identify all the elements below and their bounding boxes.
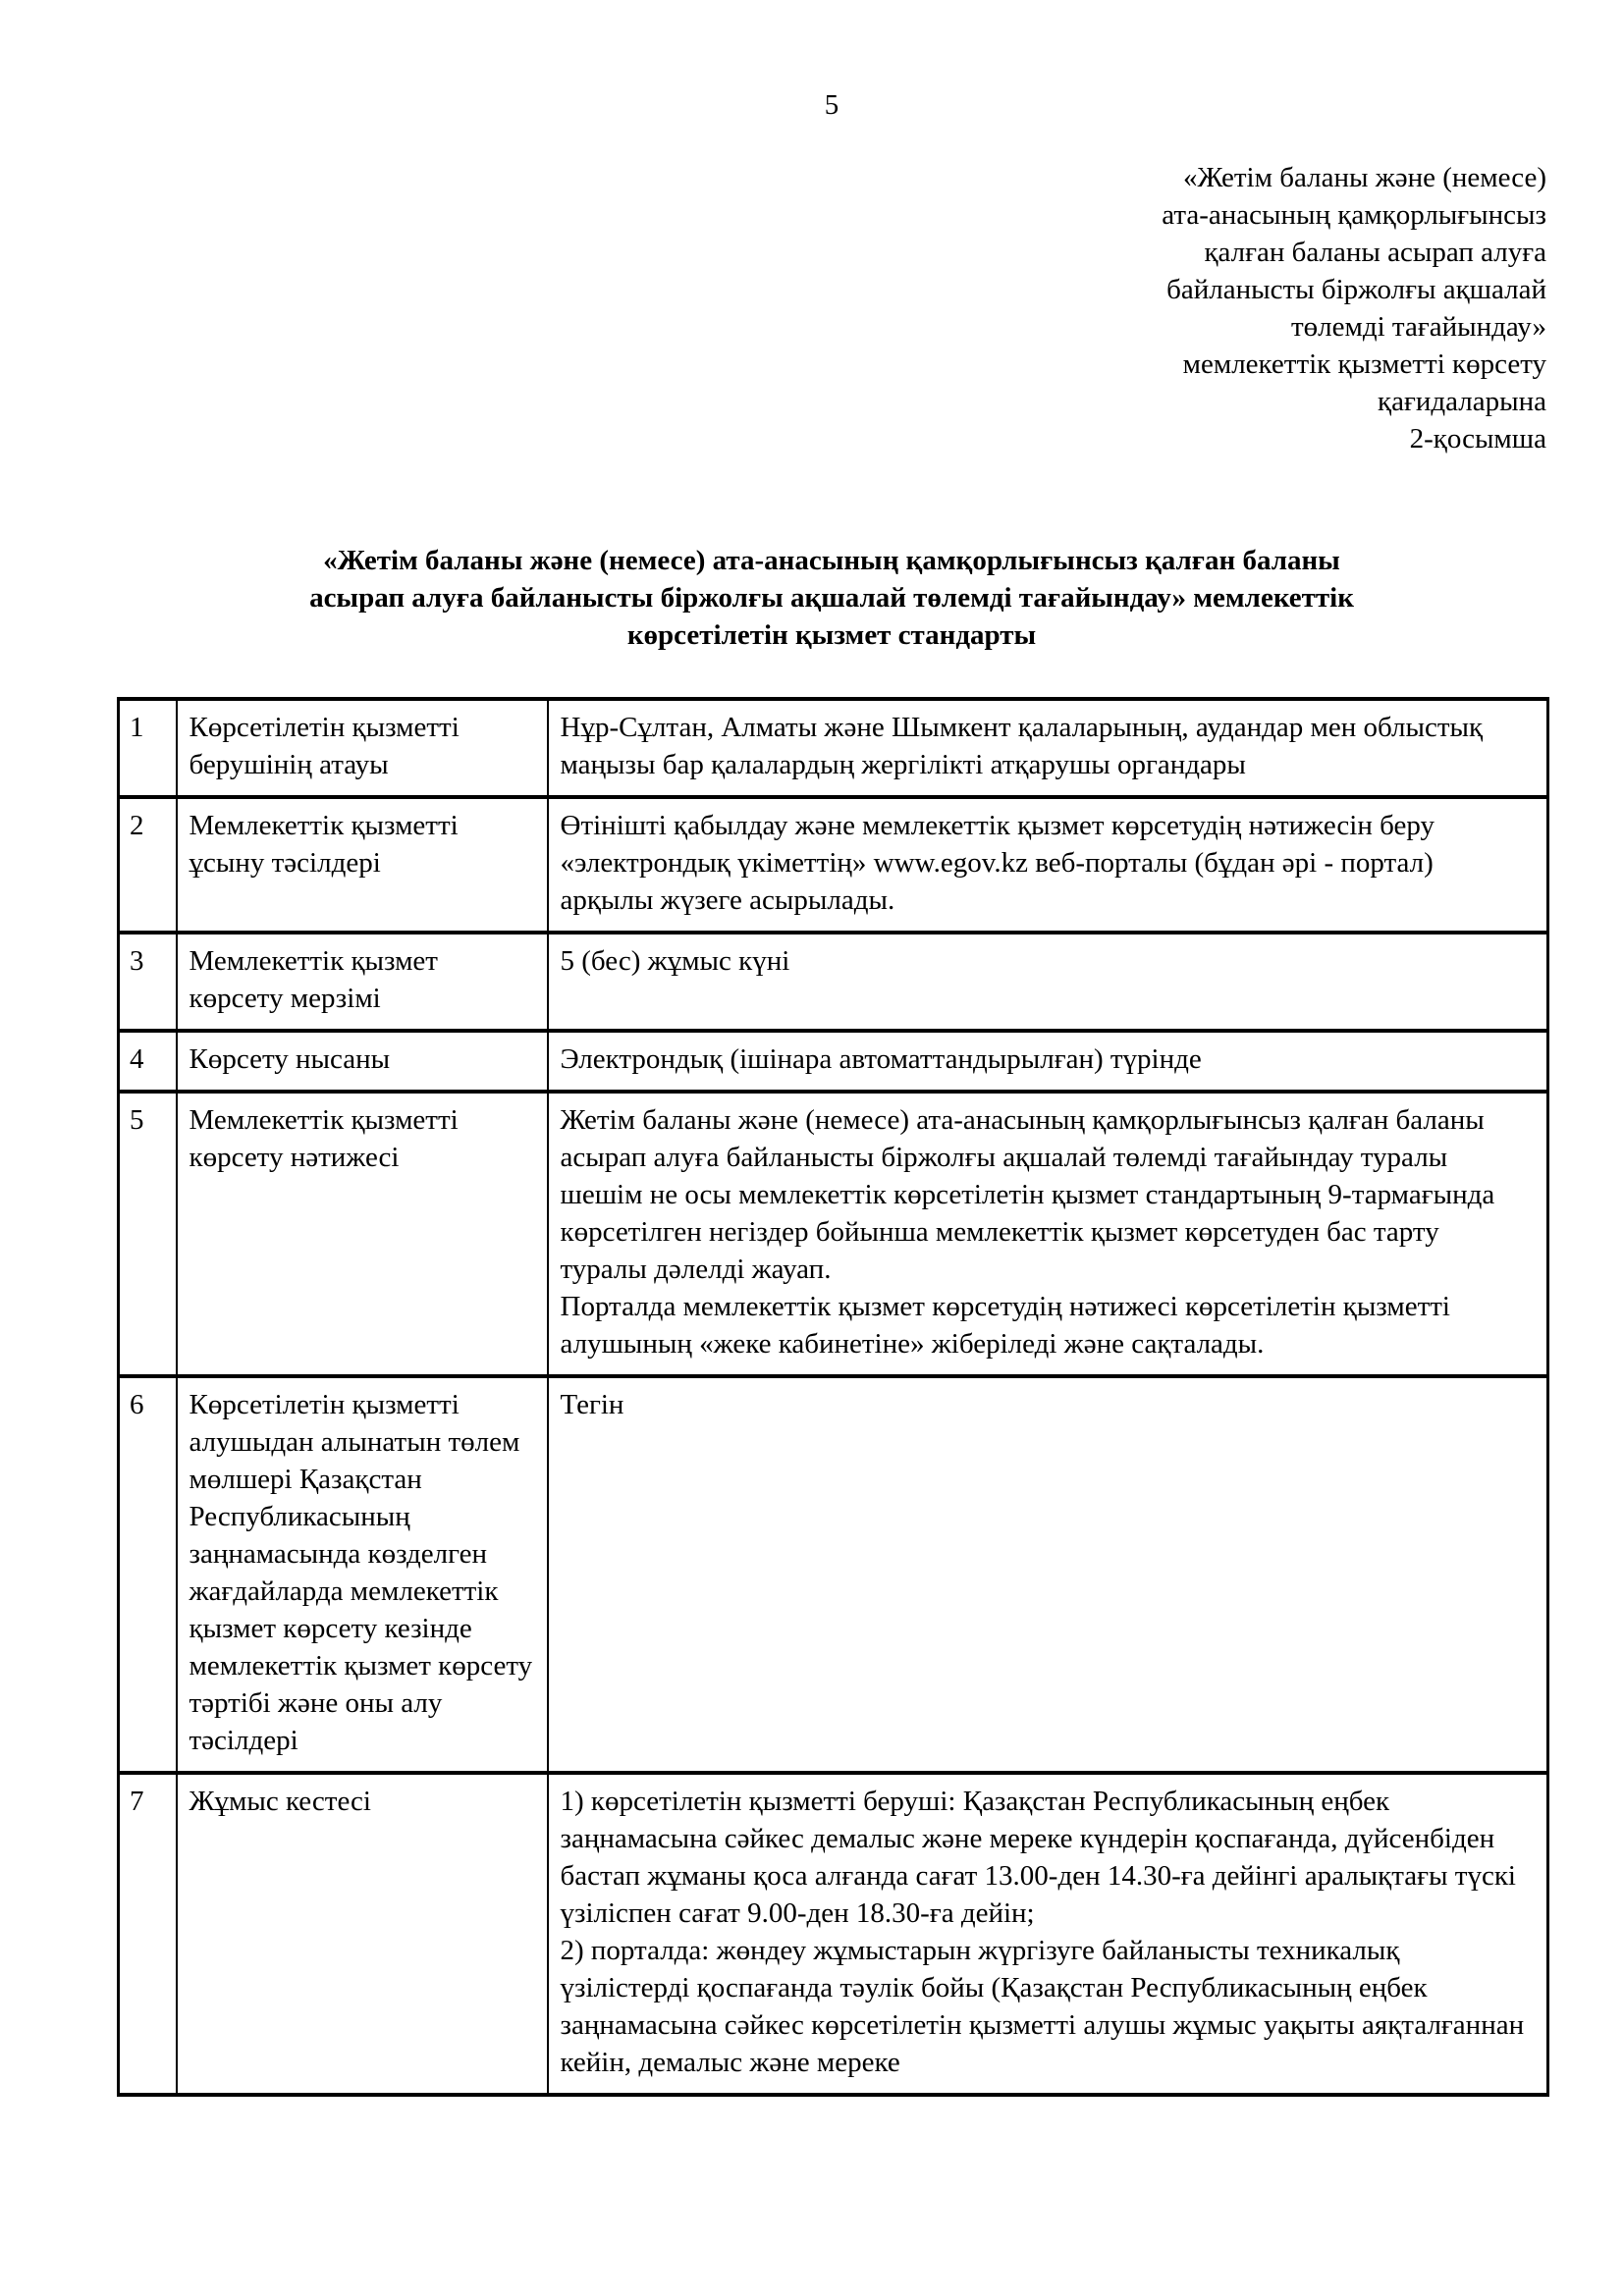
row-value-paragraph: Нұр-Сұлтан, Алматы және Шымкент қалаларының, аудандар мен облыстық маңызы бар қалалардың жергілікті атқарушы органдары bbox=[560, 712, 1484, 780]
table-row bbox=[119, 1376, 1548, 1773]
appendix-line: қағидаларына bbox=[1378, 386, 1546, 417]
row-value bbox=[548, 797, 1548, 933]
appendix-line: байланысты біржолғы ақшалай bbox=[1166, 274, 1546, 305]
row-label: Жұмыс кестесі bbox=[177, 1773, 548, 2095]
row-label: Көрсетілетін қызметті алушыдан алынатын төлем мөлшері Қазақстан Республикасының заңнамасында көзделген жағдайларда мемлекеттік қызмет көрсету кезінде мемлекеттік қызмет көрсету тәртібі және оны алу тәсілдері bbox=[177, 1376, 548, 1773]
row-value-paragraph: Тегін bbox=[560, 1389, 624, 1420]
appendix-reference bbox=[117, 159, 1546, 457]
table-row bbox=[119, 1092, 1548, 1376]
row-label: Көрсетілетін қызметті берушінің атауы bbox=[177, 699, 548, 797]
row-number: 3 bbox=[119, 933, 177, 1031]
row-value bbox=[548, 699, 1548, 797]
appendix-line: мемлекеттік қызметті көрсету bbox=[1182, 348, 1546, 380]
appendix-line: төлемді тағайындау» bbox=[1291, 311, 1546, 343]
service-standard-table bbox=[117, 697, 1549, 2097]
row-value bbox=[548, 1092, 1548, 1376]
row-label: Мемлекеттік қызметті көрсету нәтижесі bbox=[177, 1092, 548, 1376]
title-line: асырап алуға байланысты біржолғы ақшалай төлемді тағайындау» мемлекеттік bbox=[309, 582, 1354, 614]
appendix-line: 2-қосымша bbox=[1409, 423, 1546, 454]
row-value-paragraph: Электрондық (ішінара автоматтандырылған) түрінде bbox=[560, 1043, 1202, 1075]
row-value bbox=[548, 1031, 1548, 1092]
table-row bbox=[119, 1773, 1548, 2095]
row-value-paragraph: 5 (бес) жұмыс күні bbox=[560, 945, 790, 977]
row-number: 2 bbox=[119, 797, 177, 933]
document-title bbox=[117, 542, 1546, 654]
title-line: көрсетілетін қызмет стандарты bbox=[626, 619, 1037, 651]
row-number: 5 bbox=[119, 1092, 177, 1376]
row-number: 1 bbox=[119, 699, 177, 797]
row-label: Көрсету нысаны bbox=[177, 1031, 548, 1092]
row-number: 6 bbox=[119, 1376, 177, 1773]
row-value-paragraph: 1) көрсетілетін қызметті беруші: Қазақстан Республикасының еңбек заңнамасына сәйкес демалыс және мереке күндерін қоспағанда, дүйсенбіден бастап жұманы қоса алғанда сағат 13.00-ден 14.30-ға дейінгі аралықтағы түскі үзіліспен сағат 9.00-ден 18.30-ға дейін; bbox=[560, 1786, 1516, 1929]
row-value bbox=[548, 933, 1548, 1031]
appendix-line: қалған баланы асырап алуға bbox=[1204, 237, 1546, 268]
table-row bbox=[119, 1031, 1548, 1092]
row-value-paragraph: Порталда мемлекеттік қызмет көрсетудің нәтижесі көрсетілетін қызметті алушының «жеке кабинетіне» жіберіледі және сақталады. bbox=[560, 1291, 1450, 1360]
table-row bbox=[119, 699, 1548, 797]
row-label: Мемлекеттік қызметті ұсыну тәсілдері bbox=[177, 797, 548, 933]
title-line: «Жетім баланы және (немесе) ата-анасының қамқорлығынсыз қалған баланы bbox=[323, 545, 1340, 576]
row-value bbox=[548, 1773, 1548, 2095]
row-value-paragraph: Өтінішті қабылдау және мемлекеттік қызмет көрсетудің нәтижесін беру «электрондық үкіметтің» www.egov.kz веб-порталы (бұдан әрі - портал) арқылы жүзеге асырылады. bbox=[560, 810, 1435, 916]
table-row bbox=[119, 933, 1548, 1031]
table-row bbox=[119, 797, 1548, 933]
appendix-line: «Жетім баланы және (немесе) bbox=[1183, 162, 1546, 193]
row-value-paragraph: 2) порталда: жөндеу жұмыстарын жүргізуге байланысты техникалық үзілістерді қоспағанда тәулік бойы (Қазақстан Республикасының еңбек заңнамасына сәйкес көрсетілетін қызметті алушы жұмыс уақыты аяқталғаннан кейін, демалыс және мереке bbox=[560, 1935, 1525, 2078]
appendix-line: ата-анасының қамқорлығынсыз bbox=[1162, 199, 1546, 231]
row-value bbox=[548, 1376, 1548, 1773]
row-value-paragraph: Жетім баланы және (немесе) ата-анасының қамқорлығынсыз қалған баланы асырап алуға байланысты біржолғы ақшалай төлемді тағайындау туралы шешім не осы мемлекеттік көрсетілетін қызмет стандартының 9-тармағында көрсетілген негіздер бойынша мемлекеттік қызмет көрсетуден бас тарту туралы дәлелді жауап. bbox=[560, 1104, 1495, 1285]
page-number: 5 bbox=[824, 89, 839, 121]
row-label: Мемлекеттік қызмет көрсету мерзімі bbox=[177, 933, 548, 1031]
row-number: 7 bbox=[119, 1773, 177, 2095]
row-number: 4 bbox=[119, 1031, 177, 1092]
